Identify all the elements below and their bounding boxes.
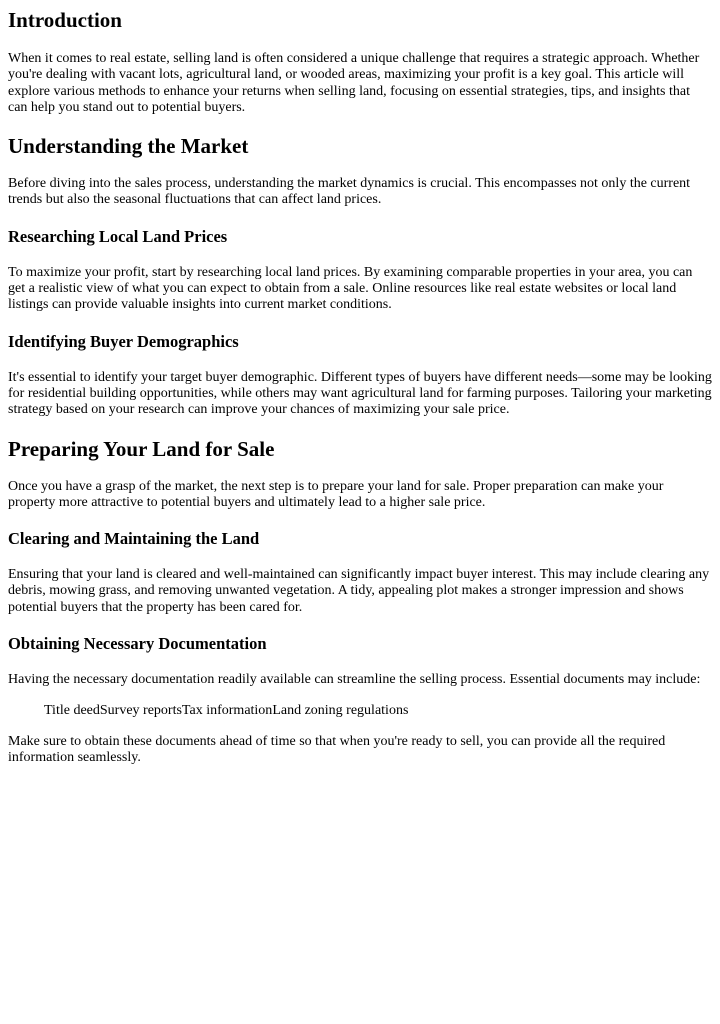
understanding-market-heading: Understanding the Market xyxy=(8,134,249,159)
documents-list xyxy=(8,703,712,719)
documentation-closing-paragraph: Make sure to obtain these documents ahead of time so that when you're ready to sell, you can provide all the required information seamlessly. xyxy=(8,733,666,765)
list-item: Land zoning regulations xyxy=(272,703,409,719)
documentation-heading: Obtaining Necessary Documentation xyxy=(8,634,267,654)
introduction-paragraph: When it comes to real estate, selling land is often considered a unique challenge that requires a strategic approach. Whether you're dealing with vacant lots, agricultural land, or wooded areas, maximizing your profit is a key goal. This article will explore various methods to enhance your returns when selling land, focusing on essential strategies, tips, and insights that can help you stand out to potential buyers. xyxy=(8,51,700,115)
article xyxy=(0,7,720,766)
buyer-demographics-heading: Identifying Buyer Demographics xyxy=(8,331,239,351)
clearing-land-heading: Clearing and Maintaining the Land xyxy=(8,529,260,549)
researching-prices-heading: Researching Local Land Prices xyxy=(8,226,228,246)
documentation-paragraph: Having the necessary documentation readily available can streamline the selling process. Essential documents may include: xyxy=(8,672,701,688)
buyer-demographics-paragraph: It's essential to identify your target buyer demographic. Different types of buyers have different needs—some may be looking for residential building opportunities, while others may want agricultural land for farming purposes. Tailoring your marketing strategy based on your research can improve your chances of maximizing your sale price. xyxy=(8,369,712,418)
researching-prices-paragraph: To maximize your profit, start by researching local land prices. By examining comparable properties in your area, you can get a realistic view of what you can expect to obtain from a sale. Online resources like real estate websites or local land listings can provide valuable insights into current market conditions. xyxy=(8,264,693,313)
list-item: Survey reports xyxy=(99,703,182,719)
clearing-land-paragraph: Ensuring that your land is cleared and well-maintained can significantly impact buyer interest. This may include clearing any debris, mowing grass, and removing unwanted vegetation. A tidy, appealing plot makes a stronger impression and shows potential buyers that the property has been cared for. xyxy=(8,567,710,615)
preparing-land-heading: Preparing Your Land for Sale xyxy=(8,436,275,461)
preparing-land-paragraph: Once you have a grasp of the market, the next step is to prepare your land for sale. Proper preparation can make your property more attractive to potential buyers and ultimately lead to a higher sale price. xyxy=(8,478,664,510)
introduction-heading: Introduction xyxy=(8,8,122,32)
understanding-market-paragraph: Before diving into the sales process, understanding the market dynamics is crucial. This encompasses not only the current trends but also the seasonal fluctuations that can affect land prices. xyxy=(8,176,691,208)
list-item: Title deed xyxy=(44,703,100,719)
list-item: Tax information xyxy=(181,703,273,719)
